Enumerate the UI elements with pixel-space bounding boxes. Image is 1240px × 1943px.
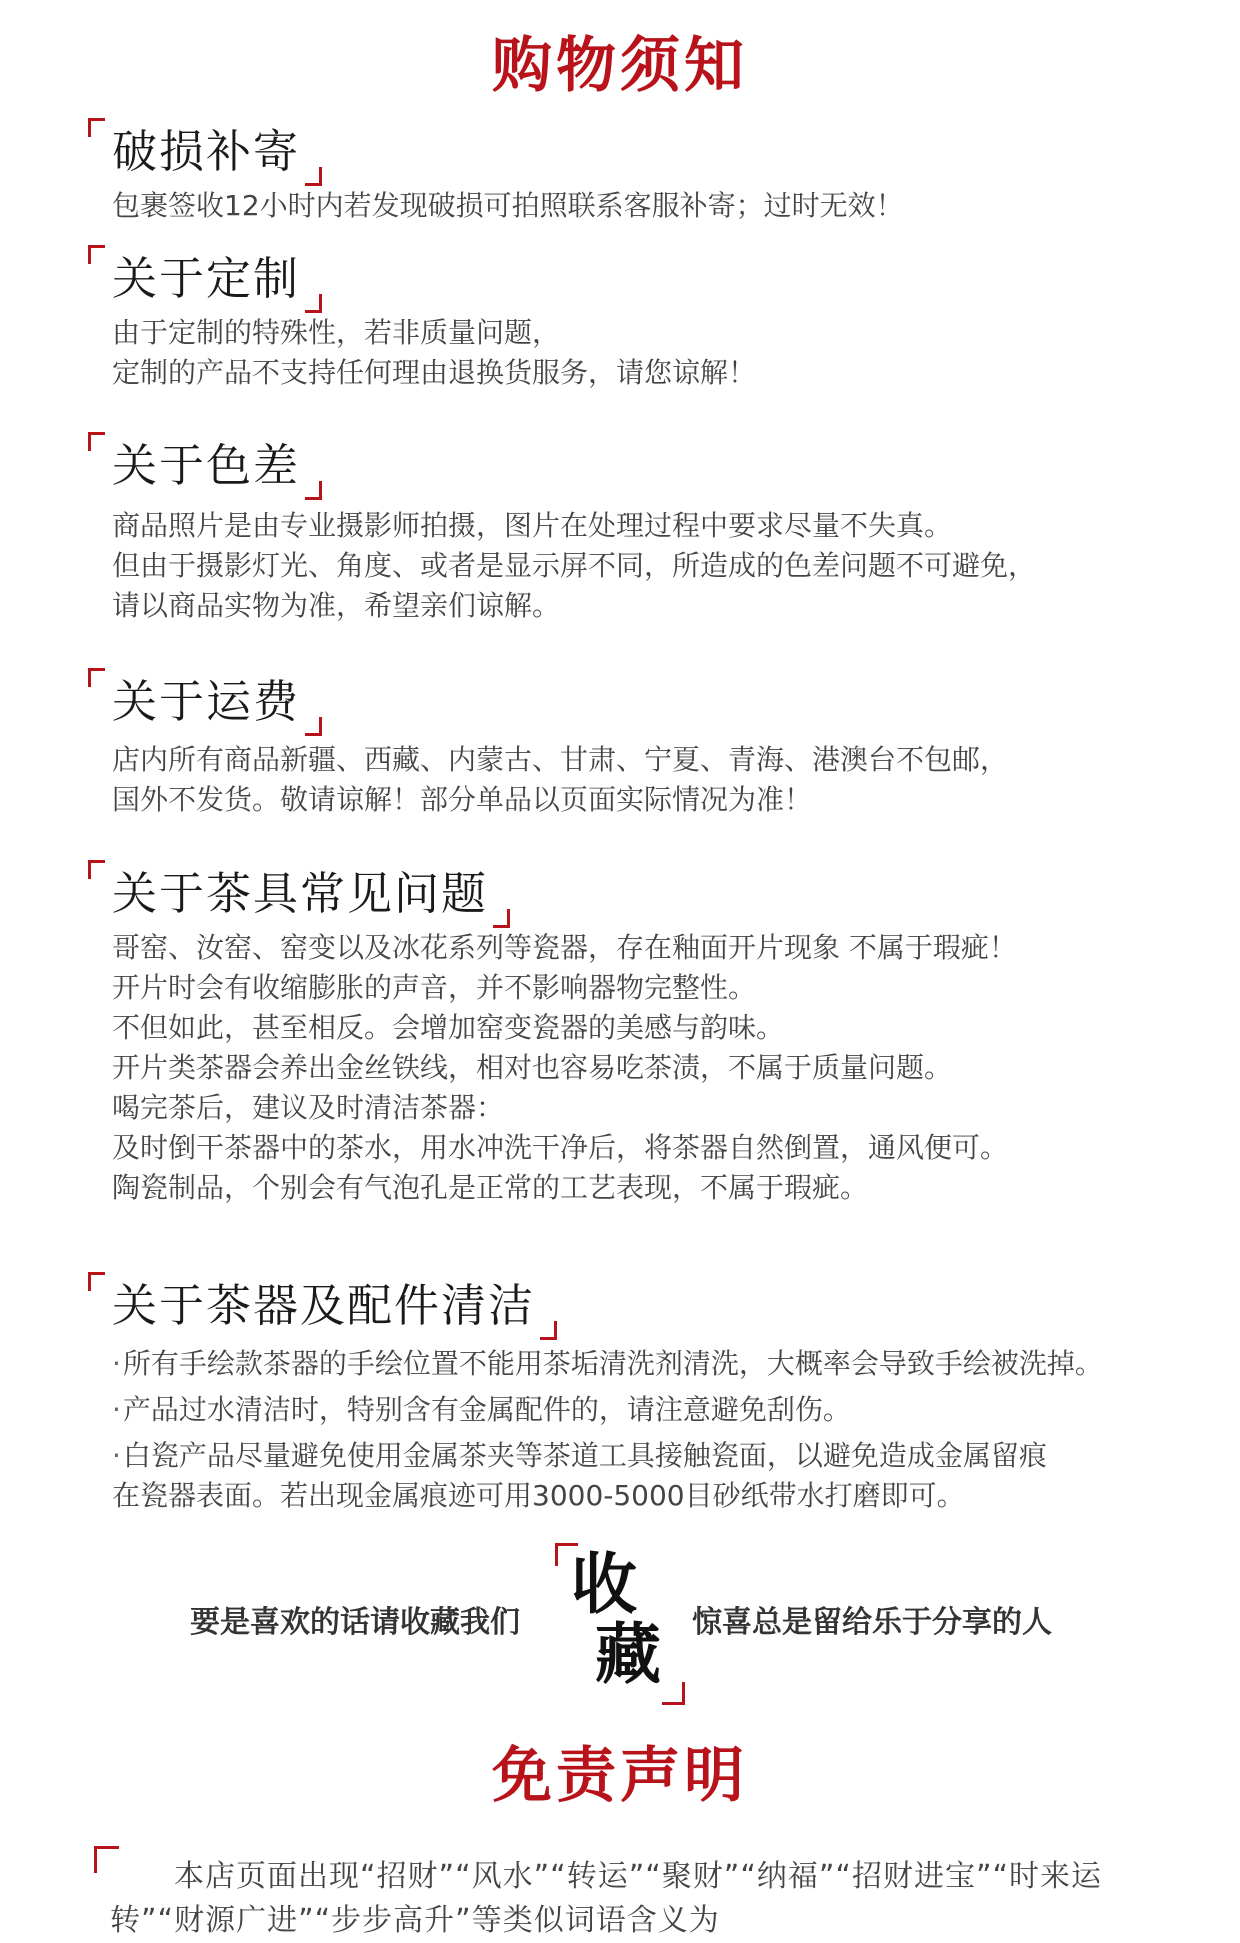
bullet-dot-icon: · [112,1439,121,1472]
corner-bracket-icon [88,1272,105,1291]
section-text: 定制的产品不支持任何理由退换货服务，请您谅解！ [112,356,757,389]
section-text: 开片类茶器会养出金丝铁线，相对也容易吃茶渍，不属于质量问题。 [112,1051,953,1084]
corner-bracket-icon [305,167,322,186]
section-custom [88,245,1208,393]
section-title: 关于运费 [112,675,301,728]
section-text: 包裹签收12小时内若发现破损可拍照联系客服补寄；过时无效！ [112,189,904,222]
section-damage [88,118,1208,226]
section-text: 哥窑、汝窑、窑变以及冰花系列等瓷器，存在釉面开片现象 不属于瑕疵！ [112,931,1017,964]
corner-bracket-icon [88,245,105,264]
favorite-char-cang: 藏 [595,1615,661,1693]
bullet-item [112,1436,1182,1516]
section-text: 陶瓷制品，个别会有气泡孔是正常的工艺表现，不属于瑕疵。 [112,1171,869,1204]
corner-bracket-icon [88,118,105,137]
section-text: 喝完茶后，建议及时清洁茶器： [112,1091,505,1124]
disclaimer-text: 本店页面出现“招财”“风水”“转运”“聚财”“纳福”“招财进宝”“时来运转”“财源广进”“步步高升”等类似词语含义为 [110,1859,1103,1938]
corner-bracket-icon [493,909,510,928]
bullet-text: 所有手绘款茶器的手绘位置不能用茶垢清洗剂清洗，大概率会导致手绘被洗掉。 [122,1347,1103,1380]
disclaimer-title: 免责声明 [492,1741,748,1811]
section-text: 请以商品实物为准，希望亲们谅解。 [112,589,561,622]
favorite-badge[interactable] [555,1543,685,1705]
section-heading [88,118,322,186]
section-text: 开片时会有收缩膨胀的声音，并不影响器物完整性。 [112,971,757,1004]
favorite-char-shou: 收 [571,1545,637,1623]
corner-bracket-icon [305,294,322,313]
section-heading [88,668,322,736]
bullet-text: 产品过水清洁时，特别含有金属配件的，请注意避免刮伤。 [122,1393,851,1426]
favorite-right-text: 惊喜总是留给乐于分享的人 [692,1605,1052,1640]
section-heading [88,1272,557,1340]
favorite-left-text: 要是喜欢的话请收藏我们 [190,1605,520,1640]
bullet-dot-icon: · [112,1347,121,1380]
favorite-banner [0,1535,1240,1705]
section-text: 但由于摄影灯光、角度、或者是显示屏不同，所造成的色差问题不可避免， [112,549,1037,582]
section-title: 关于色差 [112,439,301,492]
section-teaware-faq [88,860,1208,1208]
corner-bracket-icon [88,432,105,451]
section-text: 店内所有商品新疆、西藏、内蒙古、甘肃、宁夏、青海、港澳台不包邮， [112,743,1009,776]
bullet-item [112,1344,1182,1384]
corner-bracket-icon [88,860,105,879]
page-title: 购物须知 [492,31,748,101]
section-title: 关于茶具常见问题 [112,867,489,920]
section-text: 国外不发货。敬请谅解！部分单品以页面实际情况为准！ [112,783,813,816]
section-text: 由于定制的特殊性，若非质量问题， [112,316,561,349]
bullet-text: 白瓷产品尽量避免使用金属茶夹等茶道工具接触瓷面，以避免造成金属留痕在瓷器表面。若出现金属痕迹可用3000-5000目砂纸带水打磨即可。 [112,1439,1047,1512]
section-heading [88,860,510,928]
bullet-item [112,1390,1182,1430]
corner-bracket-icon [305,717,322,736]
section-cleaning [88,1272,1208,1522]
corner-bracket-icon [305,481,322,500]
section-heading [88,245,322,313]
bullet-dot-icon: · [112,1393,121,1426]
section-color-difference [88,432,1208,626]
section-title: 关于茶器及配件清洁 [112,1279,536,1332]
section-shipping [88,668,1208,820]
section-heading [88,432,322,500]
section-title: 破损补寄 [112,125,301,178]
section-text: 及时倒干茶器中的茶水，用水冲洗干净后，将茶器自然倒置，通风便可。 [112,1131,1009,1164]
corner-bracket-icon [540,1321,557,1340]
corner-bracket-icon [88,668,105,687]
section-text: 不但如此，甚至相反。会增加窑变瓷器的美感与韵味。 [112,1011,785,1044]
section-title: 关于定制 [112,252,301,305]
corner-bracket-icon [662,1682,685,1705]
section-text: 商品照片是由专业摄影师拍摄，图片在处理过程中要求尽量不失真。 [112,509,953,542]
